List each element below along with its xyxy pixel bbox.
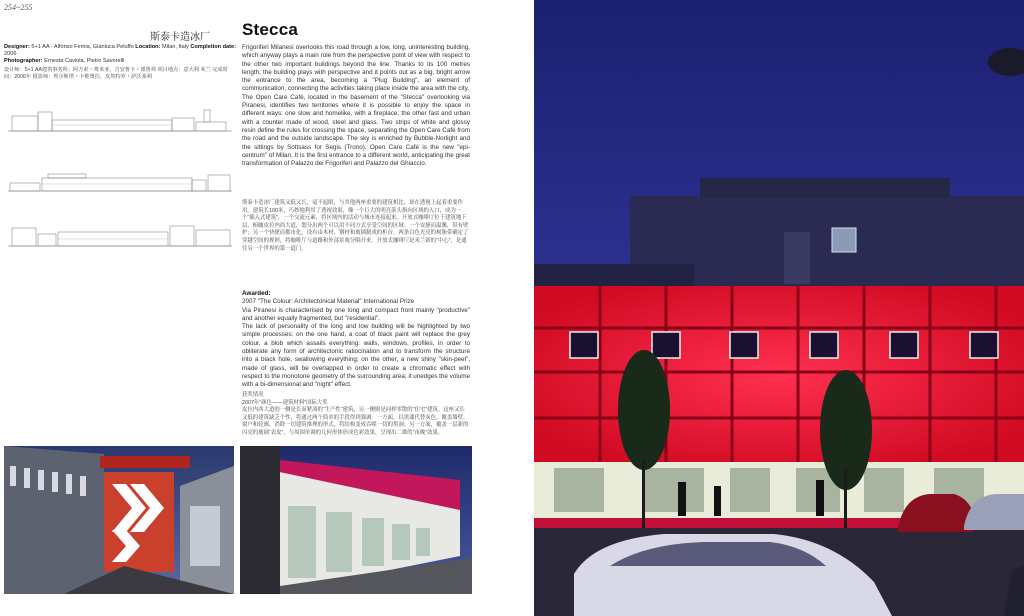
designer-label: Designer: xyxy=(4,44,30,50)
body-paragraph-2: The Open Care Café, located in the basement of the "Stecca" overlooking via Piranesi, identifies two territories where it is possible to enjoy the space in different ways: one slow and homelike, with a fireplace; the other fast and urban with a counter made of wood, steel and glass. Two strips of white and glossy resin define the rules for crossing the space, separating the Open Care Café from the road and the outside landscape. The sky is enriched by Bubble-Norlight and the sittings by Sottsass for Segis (Trono). Open Care Café is the new "epi-centrum" of Milan. It is the first entrance to a different world, anticipating the great transformation of Palazzo dei Frigoriferi and Palazzo del Ghiaccio. xyxy=(242,93,470,168)
award-heading: Awarded: xyxy=(242,290,271,297)
corridor-photo xyxy=(240,446,472,594)
award-text-chinese: 皮拉内西大道的一侧是长而紧凑的“生产性”建筑，另一侧则是同样零散的“住宅”建筑。这座又长又低的建筑缺乏个性，将通过两个简单的手段得到强调：一方面，以黑漆代替灰色，覆盖墙壁、窗户和轮廓，消除一切建筑推理的形式，将结构变成吞噬一切的黑洞；另一方面，覆盖一层新的闪亮的玻璃“表皮”，与周围单调的几何形体形成色彩效果，呈现出二维的“夜晚”效果。 xyxy=(242,407,469,436)
page-number: 254~255 xyxy=(4,3,33,12)
elevation-drawing-1 xyxy=(8,104,232,134)
body-text-chinese: 斯泰卡造冰厂建筑又低又长，毫不起眼，与其他两座重要的建筑相比，却在透视上起着重要作用。建筑长100米，巧妙地利用了透视效果，像一个巨大的明亮箭头指向区域的入口，成为一个“插入式建筑”，一个交流元素，将区域内的活动与城市连接起来。开放式咖啡厅位于建筑地下层，俯瞰皮拉内西大道，划分出两个可以用不同方式享受空间的区域：一个安静而温馨，带有壁炉；另一个快捷而都市化，设有由木材、钢材和玻璃制成的柜台。两条白色光亮的树脂带确定了穿越空间的规则，将咖啡厅与道路和外部景观分隔开来。开放式咖啡厅是米兰新的“中心”，是通往另一个世界的第一道门。 xyxy=(242,200,469,252)
title-chinese: 斯泰卡造冰厂 xyxy=(150,32,210,43)
photographer-value: Ernesta Caviola, Pietro Savorelli xyxy=(44,58,125,65)
courtyard-photo xyxy=(4,446,234,594)
award-paragraph-2: The lack of personality of the long and low building will be highlighted by two simple processes: on the one hand, a coat of black paint will replace the grey colour, a blob which assails everything: walls, windows, profiles, in order to obliterate any form of architectonic ratiocination and to transform the structure into a black hole, swallowing everything; on the other, a new shiny "skin-peel", made of glass, will be overlapped in order to create a chromatic effect with respect to the monotone geometry of the surrounding area; it unedges the volume with a bi-dimensional and "night" effect. xyxy=(242,323,470,389)
award-section xyxy=(242,290,470,390)
body-paragraph-1: Frigoriferi Milanesi overlooks this road through a low, long, uninteresting building, which anyway plays a main role from the perspective point of view with respect to the other two important buildings beyond the line. Thanks to its 100 metres length, the building plays with perspective and it points out as a big, bright arrow the entrance to the area, becoming a "Plug Building", an element of communication, connecting the activities taking place inside the area with the city. xyxy=(242,44,470,93)
location-value: Milan, Italy xyxy=(162,44,189,50)
elevation-drawing-3 xyxy=(8,220,232,250)
page-title: Stecca xyxy=(242,20,299,39)
location-label: Location: xyxy=(135,44,161,50)
award-section-chinese xyxy=(242,392,470,438)
project-credits xyxy=(4,44,236,66)
award-prize: 2007 "The Colour: Architectonical Material" International Prize xyxy=(242,298,415,306)
designer-value: 5+1 AA - Alfonso Femia, Gianluca Peluffo xyxy=(31,44,134,50)
award-prize-chinese: 2007年“颜色——建筑材料”国际大奖 xyxy=(242,399,328,406)
award-paragraph-1: Via Piranesi is characterised by one long and compact front mainly "productive" and another equally fragmented, but "residential". xyxy=(242,306,470,322)
award-heading-chinese: 获奖情况 xyxy=(242,392,264,398)
project-credits-chinese: 设计师：5+1 AA建筑事务所；阿方索・费米亚，吉安鲁卡・派鲁弗 项目地点：意大利 米兰 完成时间：2006年 摄影师：埃尔斯塔・卡维奥拉，皮埃特罗・萨沃莱利 xyxy=(4,67,228,80)
elevation-drawing-2 xyxy=(8,166,232,196)
completion-value: 2006 xyxy=(4,51,17,58)
completion-label: Completion date: xyxy=(190,44,237,50)
body-text xyxy=(242,44,470,168)
photographer-label: Photographer: xyxy=(4,58,43,65)
facade-night-photo xyxy=(534,0,1024,616)
